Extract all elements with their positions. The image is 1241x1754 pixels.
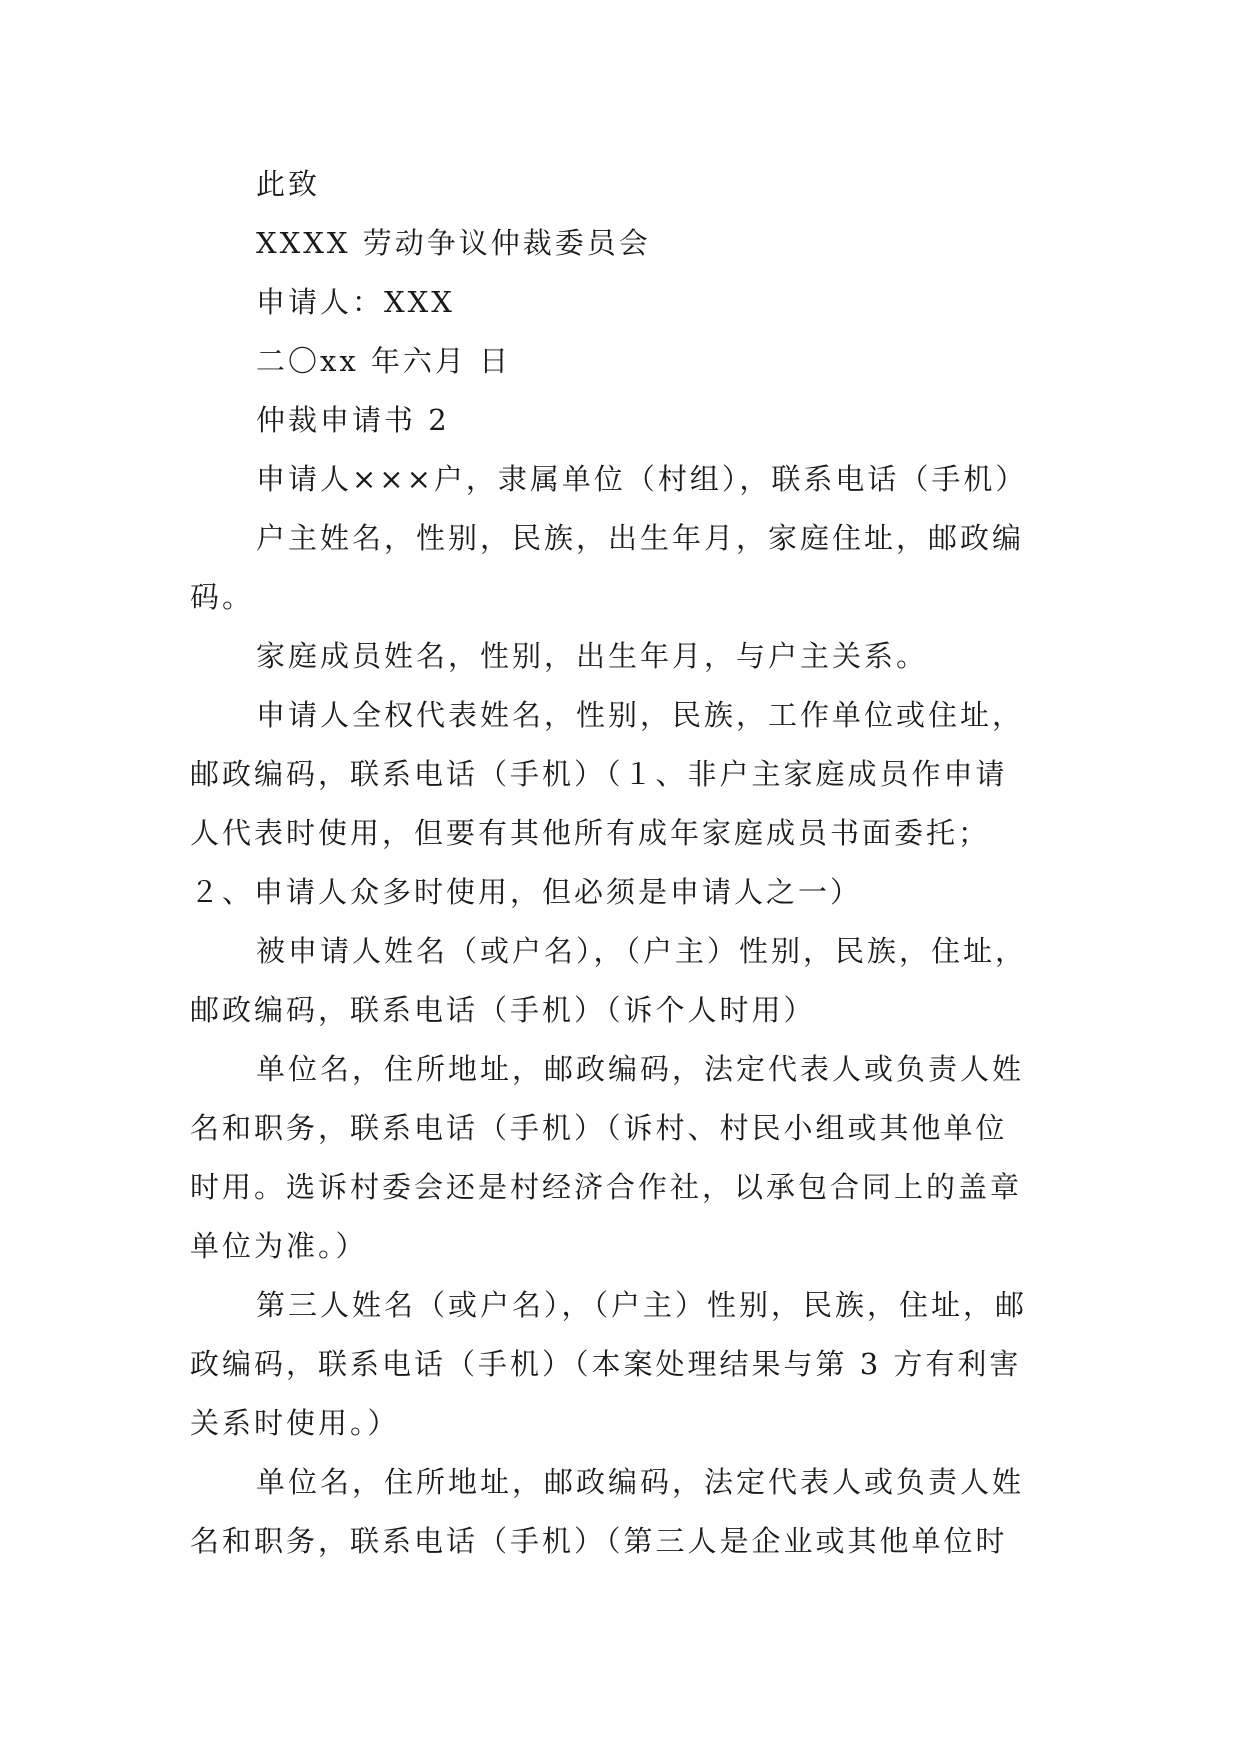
- text-line: 仲裁申请书 2: [256, 403, 450, 437]
- document-body: [190, 155, 1050, 1571]
- text-line: 申请人：XXX: [256, 285, 455, 319]
- text-line: 申请人×××户，隶属单位（村组），联系电话（手机）: [256, 462, 1028, 496]
- text-line: 家庭成员姓名，性别，出生年月，与户主关系。: [256, 639, 929, 673]
- text-line: 码。: [190, 580, 255, 614]
- text-line: XXXX 劳动争议仲裁委员会: [256, 226, 651, 260]
- text-line: 邮政编码，联系电话（手机）（１、非户主家庭成员作申请: [190, 757, 1008, 791]
- text-line: 二〇xx 年六月 日: [256, 344, 512, 378]
- text-line: 申请人全权代表姓名，性别，民族，工作单位或住址，: [256, 698, 1025, 732]
- text-line: 邮政编码，联系电话（手机）（诉个人时用）: [190, 993, 816, 1027]
- text-line: 单位名，住所地址，邮政编码，法定代表人或负责人姓: [256, 1465, 1025, 1499]
- text-line: 单位为准。）: [190, 1229, 368, 1263]
- text-line: 被申请人姓名（或户名），（户主）性别，民族，住址，: [256, 934, 1028, 968]
- text-line: ２、申请人众多时使用，但必须是申请人之一）: [190, 875, 863, 909]
- text-line: 此致: [256, 167, 321, 201]
- text-line: 户主姓名，性别，民族，出生年月，家庭住址，邮政编: [256, 521, 1025, 555]
- text-line: 时用。选诉村委会还是村经济合作社，以承包合同上的盖章: [190, 1170, 1023, 1204]
- text-line: 人代表时使用，但要有其他所有成年家庭成员书面委托；: [190, 816, 991, 850]
- text-line: 第三人姓名（或户名），（户主）性别，民族，住址，邮: [256, 1288, 1028, 1322]
- text-line: 名和职务，联系电话（手机）（诉村、村民小组或其他单位: [190, 1111, 1008, 1145]
- text-line: 政编码，联系电话（手机）（本案处理结果与第 3 方有利害: [190, 1347, 1022, 1381]
- text-line: 名和职务，联系电话（手机）（第三人是企业或其他单位时: [190, 1524, 1008, 1558]
- text-line: 单位名，住所地址，邮政编码，法定代表人或负责人姓: [256, 1052, 1025, 1086]
- text-line: 关系时使用。）: [190, 1406, 400, 1440]
